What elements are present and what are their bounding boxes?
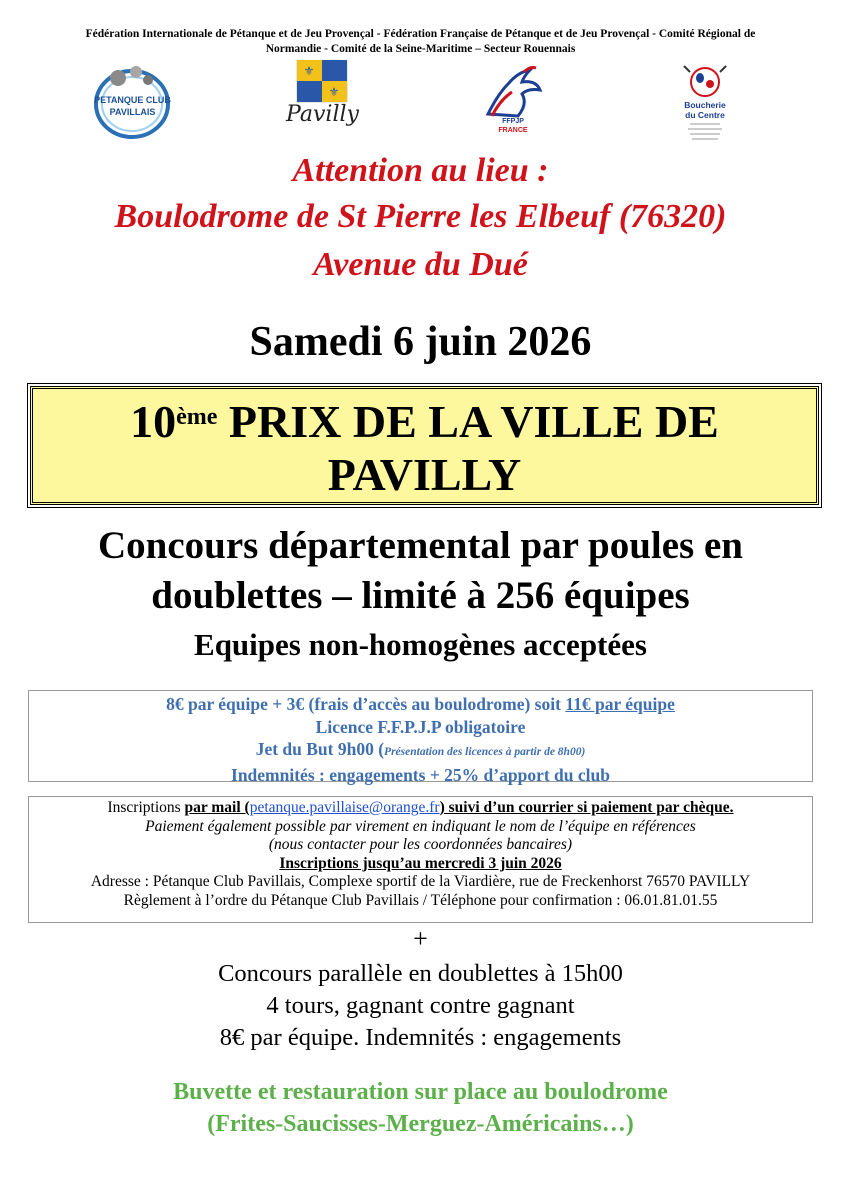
- svg-text:⚜: ⚜: [303, 64, 315, 78]
- buvette-line-1: Buvette et restauration sur place au boulodrome: [173, 1079, 668, 1105]
- boucherie-logo: [670, 62, 740, 144]
- concours-line-3: Equipes non-homogènes acceptées: [194, 627, 647, 662]
- parallel-line-2: 4 tours, gagnant contre gagnant: [266, 992, 575, 1019]
- inscriptions-reglement: Règlement à l’ordre du Pétanque Club Pavillais / Téléphone pour confirmation : 06.01.81.01.55: [123, 891, 718, 909]
- parallel-contest: [0, 958, 841, 1054]
- svg-text:⚜: ⚜: [328, 85, 340, 99]
- petanque-club-logo: [90, 62, 175, 142]
- buvette-line-2: (Frites-Saucisses-Merguez-Américains…): [207, 1111, 634, 1137]
- prize-suffix: ème: [176, 404, 218, 430]
- inscriptions-par-mail: par mail (: [184, 799, 250, 816]
- inscriptions-deadline: Inscriptions jusqu’au mercredi 3 juin 2026: [279, 854, 562, 872]
- prize-title-rest: PRIX DE LA VILLE DE: [217, 396, 719, 447]
- fees-jet-text: Jet du But 9h00 (: [255, 739, 385, 759]
- inscriptions-paiement-1: Paiement également possible par virement en indiquant le nom de l’équipe en références: [145, 817, 696, 835]
- venue-attention: Attention au lieu :: [292, 152, 549, 189]
- prize-title-box: [30, 386, 819, 505]
- prize-title-line-2: PAVILLY: [327, 449, 522, 500]
- federation-header: [20, 27, 821, 57]
- fees-price-total: 11€ par équipe: [565, 694, 675, 714]
- prize-title-line-1: [33, 395, 816, 448]
- parallel-line-1: Concours parallèle en doublettes à 15h00: [218, 960, 623, 987]
- parallel-line-3: 8€ par équipe. Indemnités : engagements: [219, 1024, 622, 1051]
- logos-row: [0, 60, 841, 145]
- event-date: Samedi 6 juin 2026: [249, 319, 592, 365]
- fees-jet-note: Présentation des licences à partir de 8h00): [384, 746, 586, 758]
- ffpjp-logo: [478, 64, 548, 144]
- france-text: FRANCE: [498, 127, 528, 134]
- inscriptions-intro: Inscriptions: [107, 799, 185, 816]
- ffpjp-text: FFPJP: [502, 118, 524, 125]
- inscriptions-paiement-2: (nous contacter pour les coordonnées bancaires): [268, 836, 573, 853]
- fees-price-text: 8€ par équipe + 3€ (frais d’accès au boulodrome) soit: [166, 694, 566, 714]
- federation-line-1: Fédération Internationale de Pétanque et de Jeu Provençal - Fédération Française de Pétanque et de Jeu Provençal - Comité Régional de: [85, 28, 756, 40]
- club-logo-text-2: PAVILLAIS: [109, 107, 156, 117]
- inscriptions-suite: ) suivi d’un courrier si paiement par chèque.: [439, 799, 734, 816]
- venue-street: Avenue du Dué: [313, 246, 528, 283]
- inscriptions-adresse: Adresse : Pétanque Club Pavillais, Complexe sportif de la Viardière, rue de Freckenhorst 76570 PAVILLY: [90, 873, 751, 890]
- fees-jet: [29, 738, 812, 764]
- venue-place: Boulodrome de St Pierre les Elbeuf (76320): [114, 198, 727, 235]
- inscriptions-email-link[interactable]: petanque.pavillaise@orange.fr: [249, 799, 440, 816]
- fees-licence: Licence F.F.P.J.P obligatoire: [315, 716, 526, 737]
- fees-price: [29, 693, 812, 716]
- fees-box: [28, 690, 813, 785]
- fees-indemnites: Indemnités : engagements + 25% d’apport du club: [231, 764, 610, 785]
- concours-line-2: doublettes – limité à 256 équipes: [151, 574, 690, 617]
- boucherie-text-1: Boucherie: [684, 100, 726, 110]
- pavilly-logo-text: Pavilly: [286, 102, 359, 127]
- plus-sign: +: [413, 924, 428, 953]
- inscriptions-mail-line: [29, 799, 812, 818]
- federation-line-2: Normandie - Comité de la Seine-Maritime – Secteur Rouennais: [265, 43, 576, 55]
- club-logo-text-1: PETANQUE CLUB: [94, 95, 171, 105]
- pavilly-logo: [280, 60, 365, 145]
- prize-number: 10: [130, 396, 177, 447]
- buvette: [0, 1076, 841, 1140]
- concours-line-1: Concours départemental par poules en: [98, 524, 743, 567]
- boucherie-text-2: du Centre: [685, 110, 725, 120]
- inscriptions-box: [28, 796, 813, 923]
